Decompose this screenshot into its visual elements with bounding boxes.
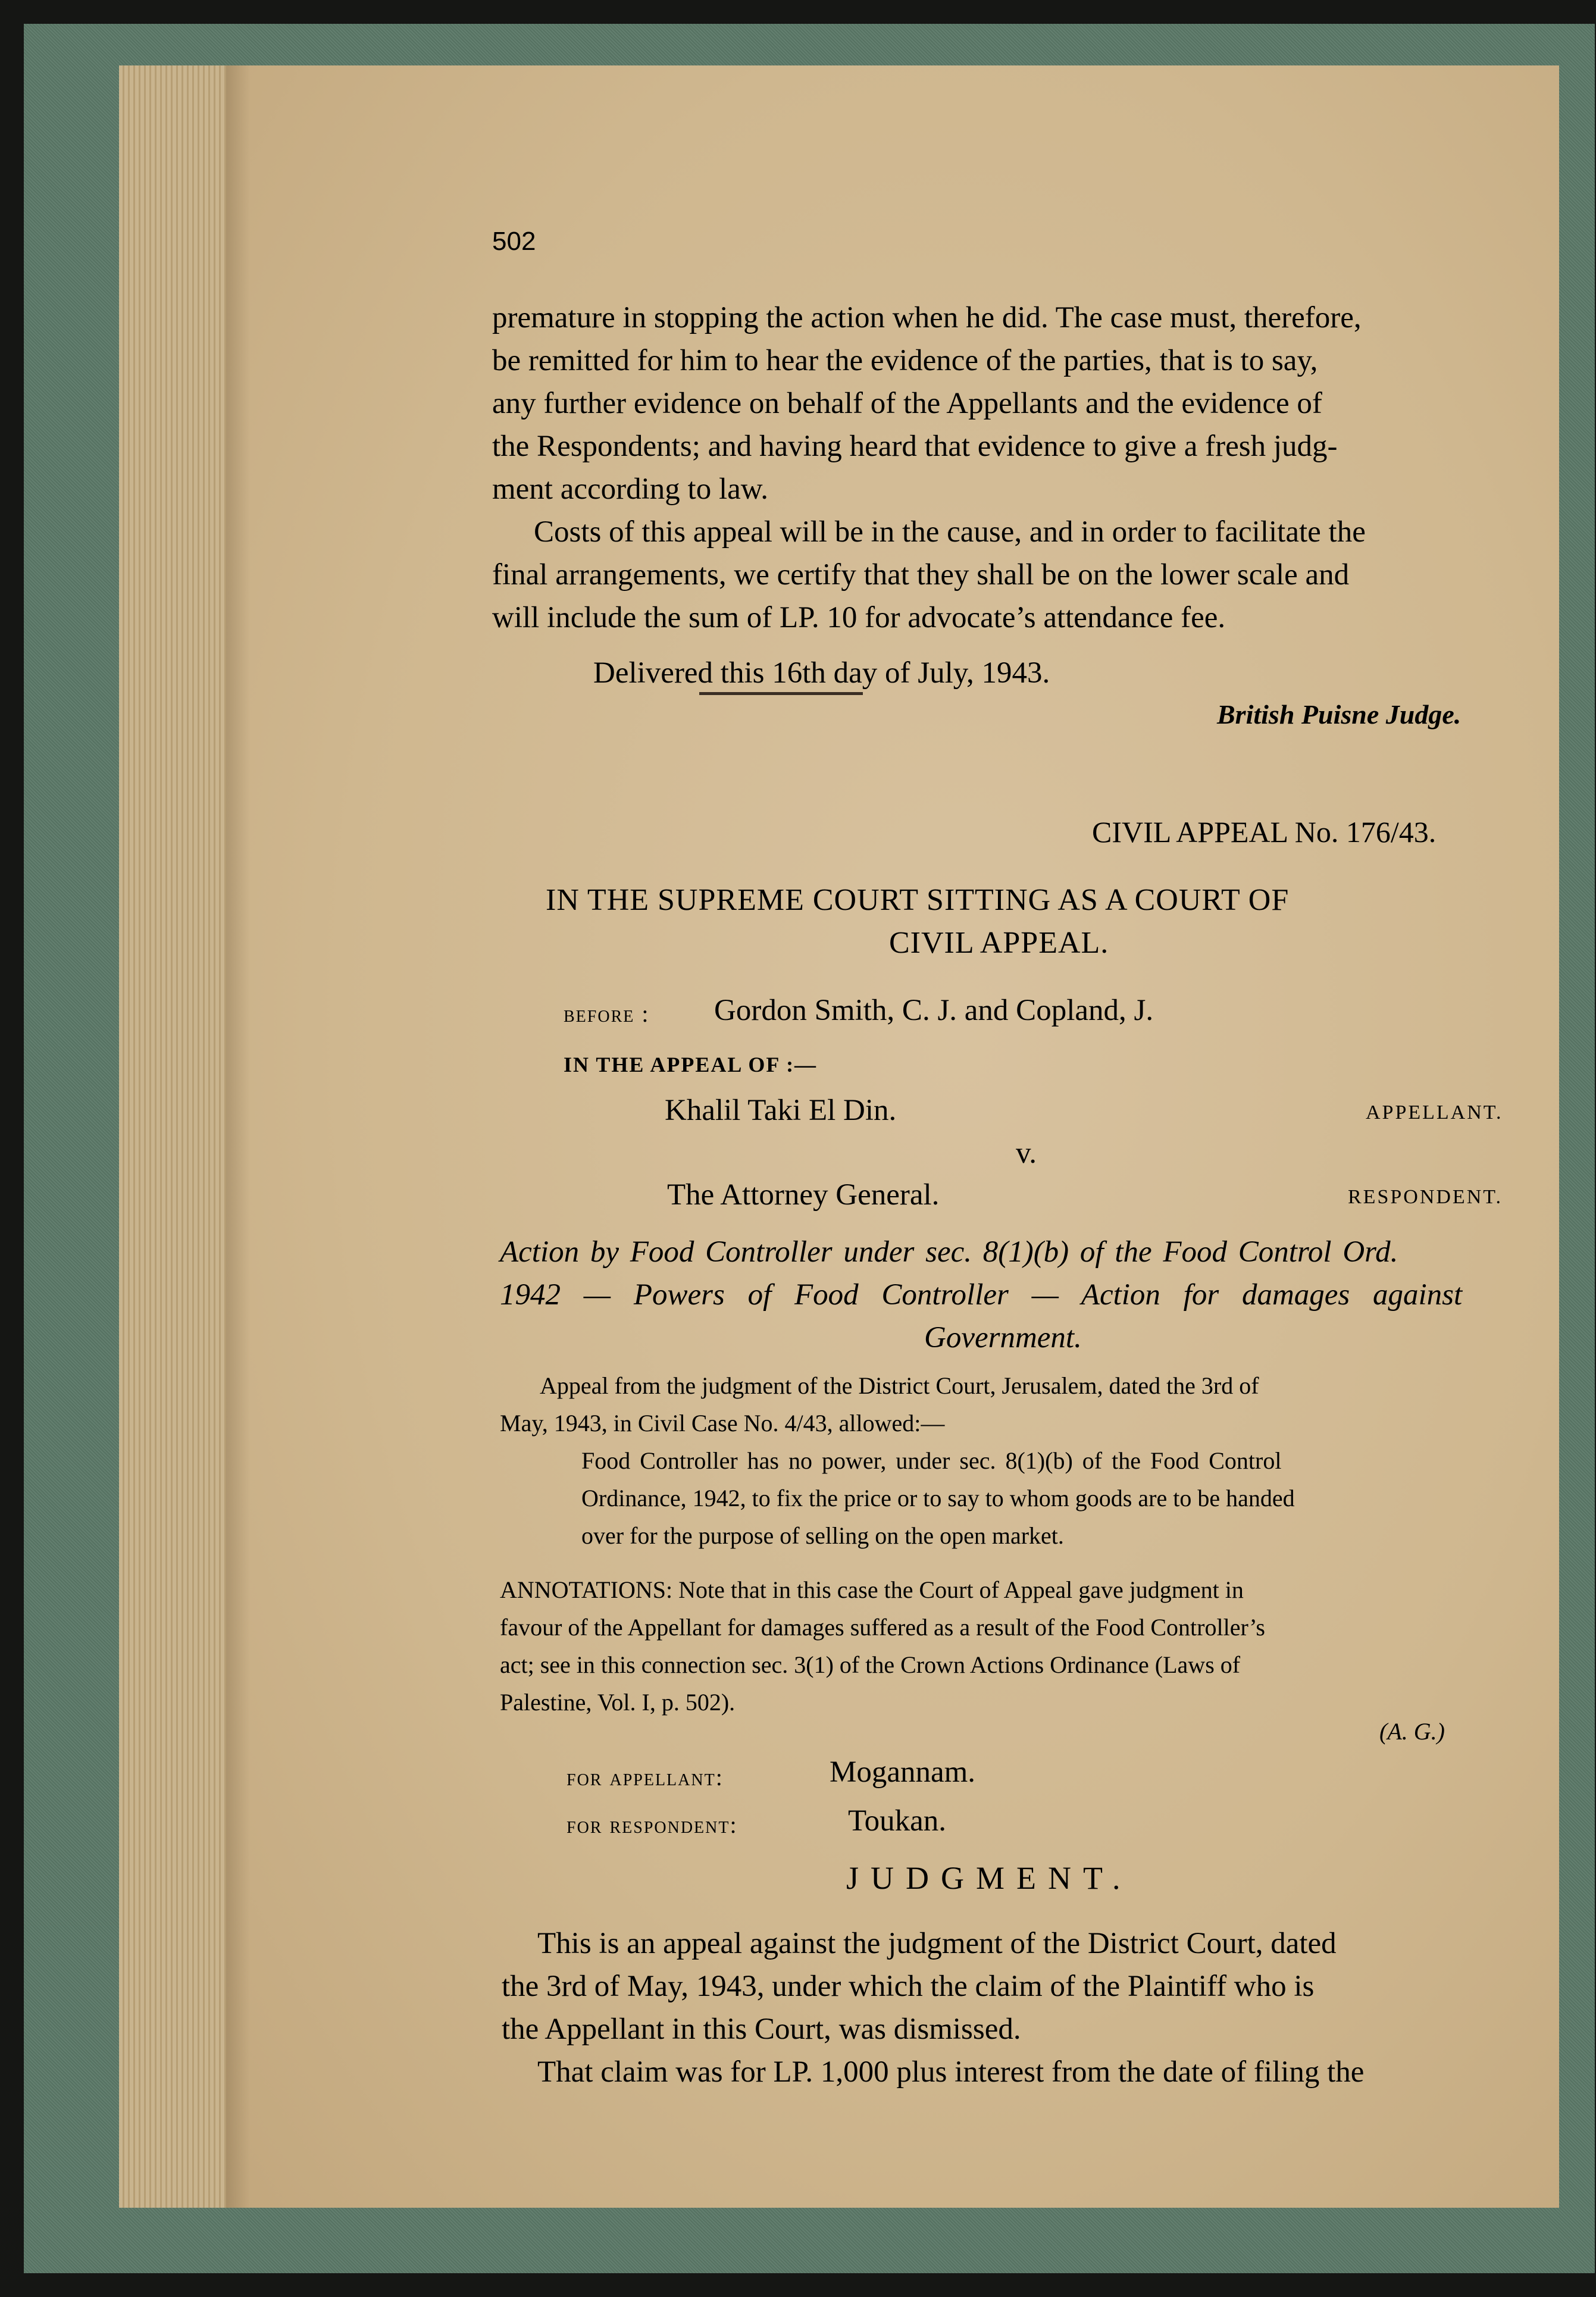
judgment-line: That claim was for LP. 1,000 plus interest from the date of filing the bbox=[537, 2055, 1365, 2089]
before-label: before : bbox=[564, 1000, 650, 1027]
para1-line: the Respondents; and having heard that evidence to give a fresh judg- bbox=[492, 430, 1338, 463]
holding-line: over for the purpose of selling on the open market. bbox=[581, 1522, 1064, 1549]
delivered-line: Delivered this 16th day of July, 1943. bbox=[593, 656, 1050, 690]
appellant-label: APPELLANT. bbox=[1366, 1101, 1503, 1124]
judgment-line: This is an appeal against the judgment of the District Court, dated bbox=[537, 1927, 1337, 1960]
annotation-line: Palestine, Vol. I, p. 502). bbox=[500, 1689, 736, 1716]
headnote-line: Action by Food Controller under sec. 8(1)(b) of the Food Control Ord. bbox=[500, 1235, 1398, 1269]
judgment-heading: JUDGMENT. bbox=[846, 1860, 1132, 1896]
para1-line: be remitted for him to hear the evidence of the parties, that is to say, bbox=[492, 344, 1318, 377]
annotation-line: favour of the Appellant for damages suffered as a result of the Food Controller’s bbox=[500, 1614, 1265, 1641]
respondent-label: RESPONDENT. bbox=[1348, 1186, 1503, 1208]
judgment-line: the 3rd of May, 1943, under which the claim of the Plaintiff who is bbox=[502, 1970, 1315, 2003]
before-judges: Gordon Smith, C. J. and Copland, J. bbox=[714, 994, 1154, 1027]
annotator-initials: (A. G.) bbox=[1379, 1718, 1445, 1745]
para1-line: any further evidence on behalf of the Appellants and the evidence of bbox=[492, 387, 1322, 420]
para2-line: will include the sum of LP. 10 for advocate’s attendance fee. bbox=[492, 601, 1226, 634]
for-appellant-name: Mogannam. bbox=[830, 1755, 976, 1789]
annotation-line: act; see in this connection sec. 3(1) of the Crown Actions Ordinance (Laws of bbox=[500, 1651, 1241, 1678]
case-number: CIVIL APPEAL No. 176/43. bbox=[1092, 815, 1437, 849]
annotation-line: ANNOTATIONS: Note that in this case the Court of Appeal gave judgment in bbox=[500, 1576, 1244, 1603]
para1-line: premature in stopping the action when he did. The case must, therefore, bbox=[492, 301, 1362, 334]
for-respondent-name: Toukan. bbox=[848, 1804, 946, 1838]
respondent-name: The Attorney General. bbox=[667, 1178, 940, 1212]
page-number: 502 bbox=[492, 227, 536, 256]
appeal-from-line: May, 1943, in Civil Case No. 4/43, allowed:— bbox=[500, 1410, 945, 1437]
holding-line: Food Controller has no power, under sec. 8(1)(b) of the Food Control bbox=[581, 1447, 1282, 1474]
headnote-line: 1942 — Powers of Food Controller — Action for damages against bbox=[500, 1278, 1463, 1312]
judgment-line: the Appellant in this Court, was dismissed. bbox=[502, 2013, 1021, 2046]
gutter-shadow bbox=[226, 65, 250, 2208]
versus: v. bbox=[1016, 1137, 1037, 1170]
para2-line: final arrangements, we certify that they shall be on the lower scale and bbox=[492, 558, 1350, 592]
in-appeal-of-label: IN THE APPEAL OF :— bbox=[564, 1053, 818, 1076]
holding-line: Ordinance, 1942, to fix the price or to say to whom goods are to be handed bbox=[581, 1485, 1295, 1511]
para2-line: Costs of this appeal will be in the cause, and in order to facilitate the bbox=[534, 515, 1366, 549]
appellant-name: Khalil Taki El Din. bbox=[665, 1094, 897, 1127]
for-appellant-label: for appellant: bbox=[567, 1764, 724, 1791]
court-title-line: IN THE SUPREME COURT SITTING AS A COURT OF bbox=[546, 883, 1290, 917]
para1-line: ment according to law. bbox=[492, 472, 769, 506]
headnote-line: Government. bbox=[924, 1321, 1082, 1354]
judge-signature: British Puisne Judge. bbox=[1217, 699, 1462, 730]
section-divider bbox=[699, 692, 863, 695]
court-title-line: CIVIL APPEAL. bbox=[889, 926, 1109, 960]
appeal-from-line: Appeal from the judgment of the District Court, Jerusalem, dated the 3rd of bbox=[540, 1372, 1259, 1399]
page-edges bbox=[119, 65, 238, 2208]
for-respondent-label: for respondent: bbox=[567, 1811, 738, 1838]
